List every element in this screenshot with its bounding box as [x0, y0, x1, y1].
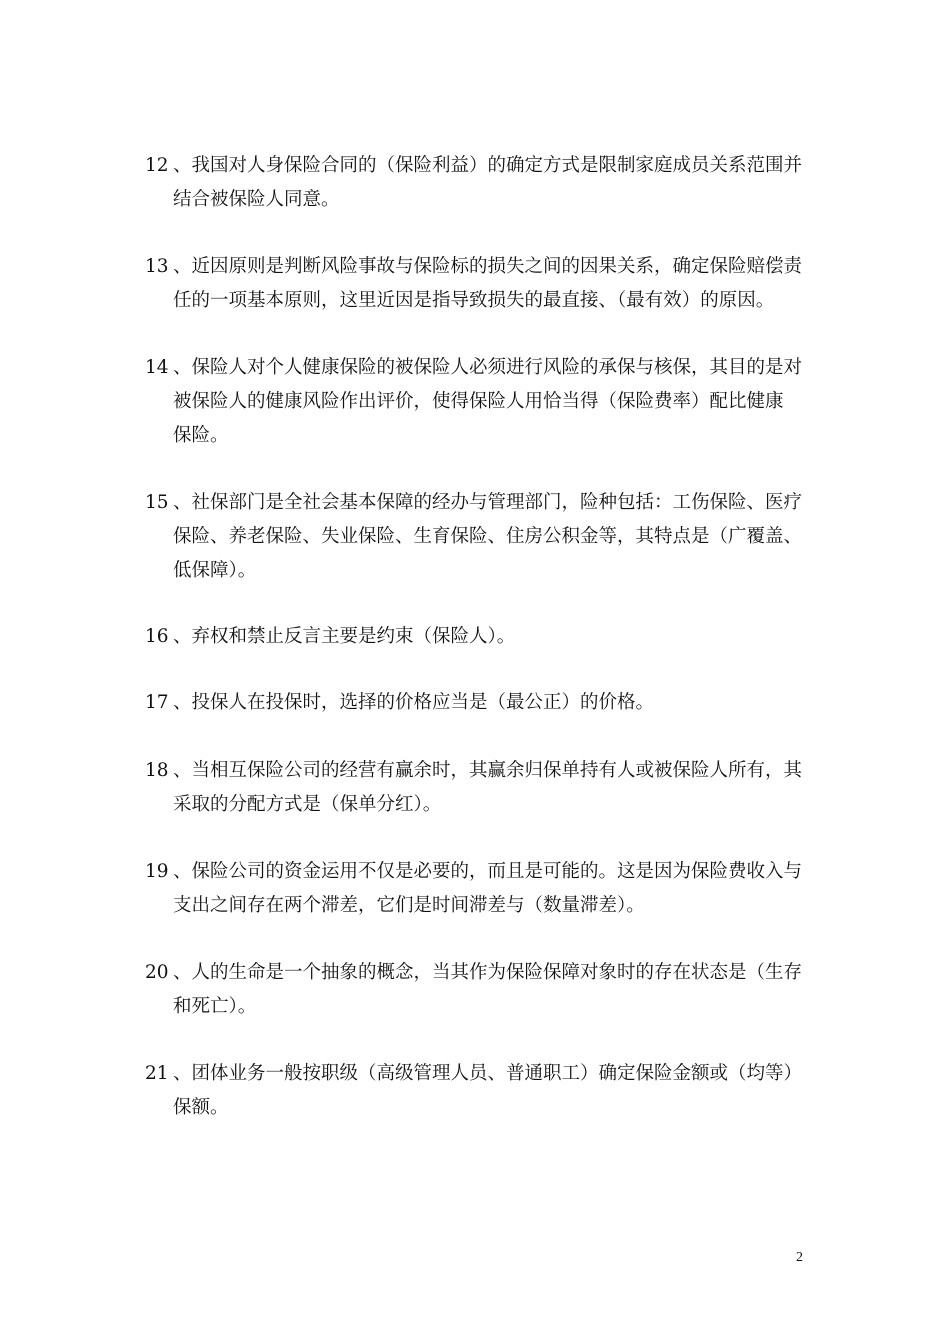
item-text-line: 保额。 — [173, 1097, 229, 1118]
item-number: 13 — [145, 256, 169, 277]
list-item-14 — [145, 351, 817, 453]
item-text-line: 结合被保险人同意。 — [173, 189, 340, 210]
item-number: 12 — [145, 155, 169, 176]
item-text-line: 、弃权和禁止反言主要是约束（保险人）。 — [173, 626, 516, 647]
item-text-line: 、保险人对个人健康保险的被保险人必须进行风险的承保与核保，其目的是对 — [173, 357, 803, 378]
item-number: 20 — [145, 962, 169, 983]
item-number: 19 — [145, 861, 169, 882]
list-item-21 — [145, 1057, 817, 1125]
item-text-line: 任的一项基本原则，这里近因是指导致损失的最直接、（最有效）的原因。 — [173, 290, 775, 311]
item-text-line: 、投保人在投保时，选择的价格应当是（最公正）的价格。 — [173, 692, 655, 713]
list-item-13 — [145, 250, 817, 318]
list-item-15 — [145, 486, 817, 588]
list-item-20 — [145, 956, 817, 1024]
item-text-line: 保险、养老保险、失业保险、生育保险、住房公积金等，其特点是（广覆盖、 — [173, 526, 803, 547]
item-number: 17 — [145, 692, 169, 713]
item-text-line: 低保障）。 — [173, 560, 257, 581]
item-text-line: 、人的生命是一个抽象的概念，当其作为保险保障对象时的存在状态是（生存 — [173, 962, 803, 983]
item-number: 14 — [145, 357, 169, 378]
item-text-line: 、保险公司的资金运用不仅是必要的，而且是可能的。这是因为保险费收入与 — [173, 861, 803, 882]
list-item-17 — [145, 686, 817, 720]
item-text-line: 、我国对人身保险合同的（保险利益）的确定方式是限制家庭成员关系范围并 — [173, 155, 803, 176]
item-text-line: 、团体业务一般按职级（高级管理人员、普通职工）确定保险金额或（均等） — [173, 1063, 803, 1084]
item-number: 15 — [145, 492, 169, 513]
item-number: 21 — [145, 1063, 169, 1084]
page-number: 2 — [796, 1250, 803, 1265]
list-item-16 — [145, 620, 817, 654]
item-text-line: 保险。 — [173, 425, 229, 446]
item-text-line: 支出之间存在两个滞差，它们是时间滞差与（数量滞差）。 — [173, 895, 645, 916]
item-number: 18 — [145, 760, 169, 781]
item-text-line: 、近因原则是判断风险事故与保险标的损失之间的因果关系，确定保险赔偿责 — [173, 256, 803, 277]
item-text-line: 、社保部门是全社会基本保障的经办与管理部门，险种包括：工伤保险、医疗 — [173, 492, 803, 513]
list-item-19 — [145, 855, 817, 923]
list-item-12 — [145, 149, 817, 217]
item-text-line: 、当相互保险公司的经营有赢余时，其赢余归保单持有人或被保险人所有，其 — [173, 760, 803, 781]
list-item-18 — [145, 754, 817, 822]
item-text-line: 被保险人的健康风险作出评价，使得保险人用恰当得（保险费率）配比健康 — [173, 391, 784, 412]
item-text-line: 和死亡）。 — [173, 996, 257, 1017]
item-number: 16 — [145, 626, 169, 647]
item-text-line: 采取的分配方式是（保单分红）。 — [173, 794, 442, 815]
